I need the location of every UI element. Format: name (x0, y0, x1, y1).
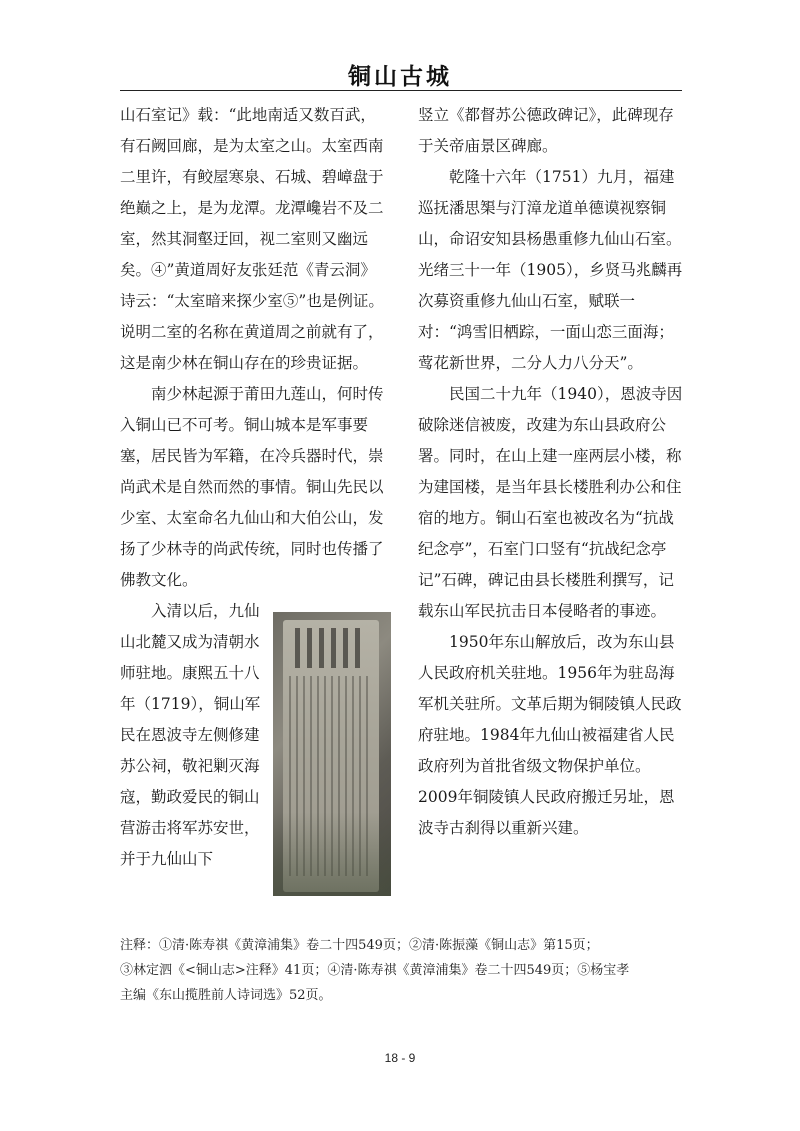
stele-heading-inscription (295, 628, 367, 668)
right-text-column (418, 100, 684, 844)
left-paragraph-2: 南少林起源于莆田九莲山，何时传入铜山已不可考。铜山城本是军事要塞，居民皆为军籍，在冷兵器时代，崇尚武术是自然而然的事情。铜山先民以少室、太室命名九仙山和大伯公山，发扬了少林寺的尚武传统，同时也传播了佛教文化。 (120, 385, 384, 589)
stone-stele-photo (273, 612, 391, 896)
left-paragraph-3: 入清以后，九仙山北麓又成为清朝水师驻地。康熙五十八年（1719），铜山军民在恩波寺左侧修建苏公祠，敬祀剿灭海寇，勤政爱民的铜山营游击将军苏安世，并于九仙山下 (120, 602, 261, 868)
footnotes (120, 933, 690, 1008)
footnote-line-1: 注释：①清·陈寿祺《黄漳浦集》卷二十四549页；②清·陈振藻《铜山志》第15页； (120, 938, 599, 953)
page-number: 18 - 9 (384, 1051, 416, 1065)
right-paragraph-3: 民国二十九年（1940），恩波寺因破除迷信被废，改建为东山县政府公署。同时，在山上建一座两层小楼，称为建国楼，是当年县长楼胜利办公和住宿的地方。铜山石室也被改名为“抗战纪念亭”，石室门口竖有“抗战纪念亭记”石碑，碑记由县长楼胜利撰写，记载东山军民抗击日本侵略者的事迹。 (418, 385, 683, 620)
right-paragraph-4: 1950年东山解放后，改为东山县人民政府机关驻地。1956年为驻岛海军机关驻所。文革后期为铜陵镇人民政府驻地。1984年九仙山被福建省人民政府列为首批省级文物保护单位。2009年铜陵镇人民政府搬迁另址，恩波寺古刹得以重新兴建。 (418, 633, 682, 837)
header-divider (120, 90, 682, 91)
right-paragraph-1: 竖立《都督苏公德政碑记》，此碑现存于关帝庙景区碑廊。 (418, 106, 674, 155)
page-header-title: 铜山古城 (348, 63, 452, 90)
right-paragraph-2: 乾隆十六年（1751）九月，福建巡抚潘思榘与汀漳龙道单德谟视察铜山，命诏安知县杨愚重修九仙山石室。光绪三十一年（1905），乡贤马兆麟再次募资重修九仙山石室，赋联一对：“鸿雪旧栖踪，一面山恋三面海；莺花新世界，二分人力八分天”。 (418, 168, 683, 372)
footnote-line-2: ③林定泗《<铜山志>注释》41页；④清·陈寿祺《黄漳浦集》卷二十四549页；⑤杨宝孝 (120, 963, 630, 978)
left-paragraph-1: 山石室记》载：“此地南适又数百武，有石阙回廊，是为太室之山。太室西南二里许，有鲛屋寒泉、石城、碧嶂盘于绝巅之上，是为龙潭。龙潭巉岩不及二室，然其洞壑迂回，视二室则又幽远矣。④”黄道周好友张廷范《青云洞》诗云：“太室暗来探少室⑤”也是例证。说明二室的名称在黄道周之前就有了，这是南少林在铜山存在的珍贵证据。 (120, 106, 384, 372)
stele-weathering (273, 812, 391, 896)
footnote-line-3: 主编《东山揽胜前人诗词选》52页。 (120, 988, 332, 1003)
